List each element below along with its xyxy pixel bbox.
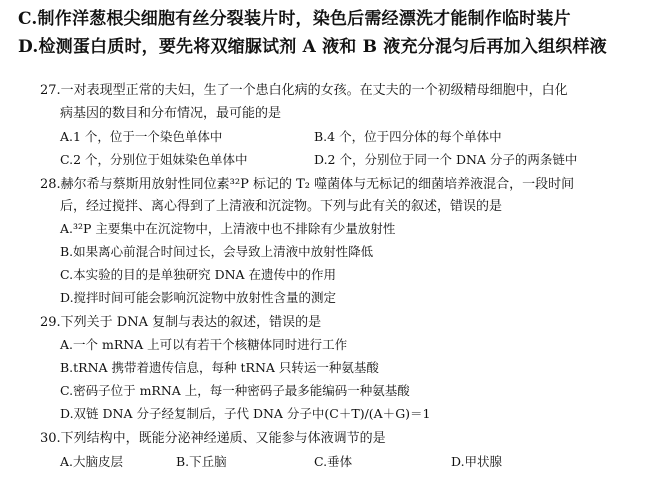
q30-option-b: B.下丘脑 [176,454,227,469]
q29-option-b: B.tRNA 携带着遗传信息，每种 tRNA 只转运一种氨基酸 [60,360,379,375]
q27-option-a: A.1 个，位于一个染色单体中 [60,129,223,144]
q27-stem-line2: 病基因的数目和分布情况，最可能的是 [60,106,282,121]
q29-option-c: C.密码子位于 mRNA 上，每一种密码子最多能编码一种氨基酸 [60,383,410,398]
q28-option-a: A.³²P 主要集中在沉淀物中，上清液中也不排除有少量放射性 [60,221,396,236]
q30-option-c: C.垂体 [314,454,353,469]
q29-option-d: D.双链 DNA 分子经复制后，子代 DNA 分子中(C＋T)/(A＋G)＝1 [60,406,431,421]
q28-stem-line2: 后，经过搅拌、离心得到了上清液和沉淀物。下列与此有关的叙述，错误的是 [60,199,503,214]
q27-stem-line1: 27.一对表现型正常的夫妇，生了一个患白化病的女孩。在丈夫的一个初级精母细胞中，白化 [40,83,568,98]
q28-option-d: D.搅拌时间可能会影响沉淀物中放射性含量的测定 [60,290,337,305]
q27-option-b: B.4 个，位于四分体的每个单体中 [314,129,502,144]
q28-stem-line1: 28.赫尔希与蔡斯用放射性同位素³²P 标记的 T₂ 噬菌体与无标记的细菌培养液混合，一段时间 [40,177,575,192]
q30-stem: 30.下列结构中，既能分泌神经递质、又能参与体液调节的是 [40,431,386,446]
q27-option-c: C.2 个，分别位于姐妹染色单体中 [60,152,248,167]
q26-option-c: C.制作洋葱根尖细胞有丝分裂装片时，染色后需经漂洗才能制作临时装片 [18,9,571,29]
q28-option-c: C.本实验的目的是单独研究 DNA 在遗传中的作用 [60,267,337,282]
q29-stem: 29.下列关于 DNA 复制与表达的叙述，错误的是 [40,315,322,330]
q29-option-a: A.一个 mRNA 上可以有若干个核糖体同时进行工作 [60,337,348,352]
q27-option-d: D.2 个，分别位于同一个 DNA 分子的两条链中 [314,152,578,167]
q30-option-a: A.大脑皮层 [60,454,124,469]
q30-option-d: D.甲状腺 [451,454,503,469]
q28-option-b: B.如果离心前混合时间过长，会导致上清液中放射性降低 [60,244,374,259]
q26-option-d: D.检测蛋白质时，要先将双缩脲试剂 A 液和 B 液充分混匀后再加入组织样液 [18,37,607,57]
